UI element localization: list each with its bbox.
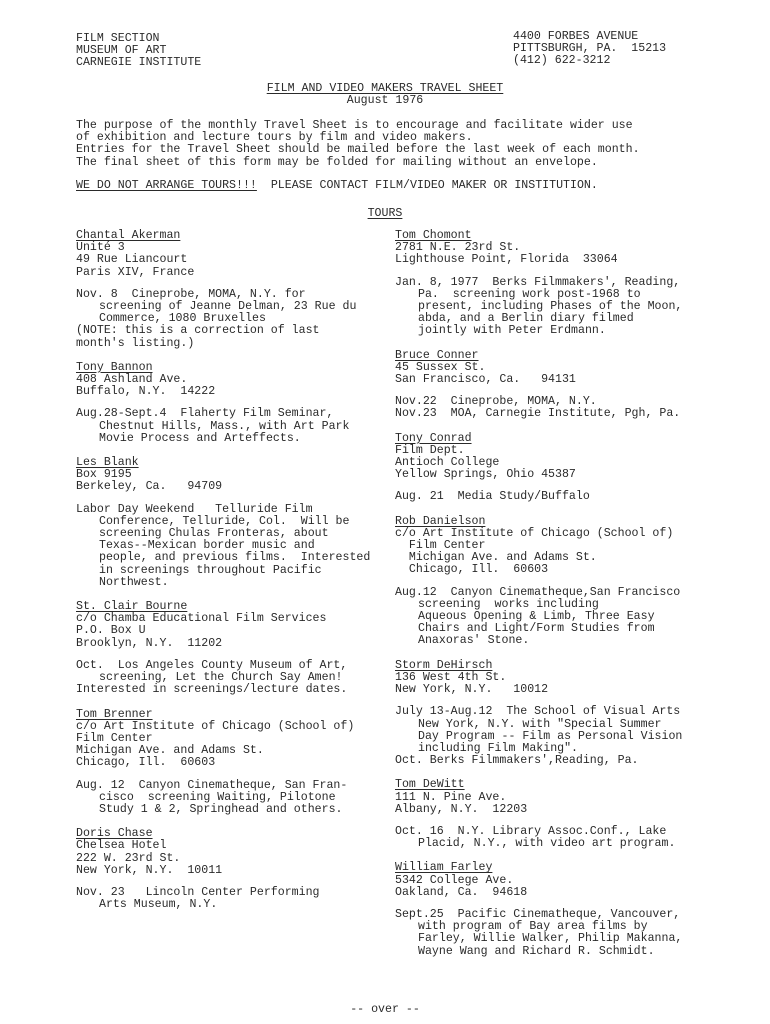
entry-tour: Oct. Los Angeles County Museum of Art, <box>76 658 348 672</box>
entry-tour: New York, N.Y. with "Special Summer <box>418 717 662 731</box>
entry-tour: Jan. 8, 1977 Berks Filmmakers', Reading, <box>395 275 681 289</box>
entry-tour: in screenings throughout Pacific <box>99 563 322 577</box>
entry-address: 136 West 4th St. <box>395 670 507 684</box>
entry-name: Les Blank <box>76 456 139 470</box>
entry-name: Bruce Conner <box>395 348 479 362</box>
entry-address: Unité 3 <box>76 241 125 255</box>
entry-tour: Wayne Wang and Richard R. Schmidt. <box>418 944 655 958</box>
entry-tour: people, and previous films. Interested <box>99 551 371 565</box>
entry-chomont <box>395 230 767 338</box>
entry-tour: screening of Jeanne Delman, 23 Rue du <box>99 300 357 314</box>
page-footer: -- over -- <box>350 1003 420 1016</box>
entry-address: c/o Art Institute of Chicago (School of) <box>395 526 674 540</box>
sender-block <box>76 33 201 70</box>
entry-name: Tony Bannon <box>76 360 153 374</box>
entry-tour: Pa. screening work post-1968 to <box>418 287 641 301</box>
entry-address: Film Center <box>395 539 486 553</box>
intro-line: The purpose of the monthly Travel Sheet is to encourage and facilitate wider use <box>76 119 633 132</box>
no-tours-notice: WE DO NOT ARRANGE TOURS!!! <box>76 179 257 192</box>
entry-address: 5342 College Ave. <box>395 873 514 887</box>
entry-name: St. Clair Bourne <box>76 600 188 614</box>
right-column <box>395 230 767 970</box>
entry-address: 49 Rue Liancourt <box>76 253 188 267</box>
entry-address: Film Dept. <box>395 443 465 457</box>
entry-tour: Sept.25 Pacific Cinematheque, Vancouver, <box>395 907 681 921</box>
entry-tour: cisco screening Waiting, Pilotone <box>99 790 336 804</box>
notice-line <box>76 180 598 192</box>
entry-tour: Labor Day Weekend Telluride Film <box>76 502 313 516</box>
address-line: 4400 FORBES AVENUE <box>513 30 639 43</box>
entry-address: Box 9195 <box>76 468 132 482</box>
entry-tour: Nov.22 Cineprobe, MOMA, N.Y. <box>395 395 597 409</box>
entry-tour: Movie Process and Arteffects. <box>99 431 301 445</box>
entry-tour: Day Program -- Film as Personal Vision <box>418 729 683 743</box>
entry-address: c/o Chamba Educational Film Services <box>76 612 327 626</box>
entry-address: Buffalo, N.Y. 14222 <box>76 385 216 399</box>
entry-address: Film Center <box>76 731 153 745</box>
entry-name: William Farley <box>395 861 493 875</box>
entry-address: 2781 N.E. 23rd St. <box>395 241 521 255</box>
entry-brenner <box>76 709 394 817</box>
entry-name: Tom Brenner <box>76 707 153 721</box>
entry-address: Antioch College <box>395 456 500 470</box>
entry-tour: with program of Bay area films by <box>418 920 648 934</box>
entry-tour: Placid, N.Y., with video art program. <box>418 837 676 851</box>
entry-address: Chelsea Hotel <box>76 839 167 853</box>
title-block <box>0 83 770 107</box>
entry-name: Tom Chomont <box>395 229 472 242</box>
entry-address: Albany, N.Y. 12203 <box>395 802 528 816</box>
entry-address: Oakland, Ca. 94618 <box>395 885 528 899</box>
address-block <box>513 31 666 68</box>
entry-tour: Aug.12 Canyon Cinematheque,San Francisco <box>395 585 681 599</box>
entry-address: Berkeley, Ca. 94709 <box>76 480 223 494</box>
entry-address: San Francisco, Ca. 94131 <box>395 373 576 387</box>
entry-tour: Arts Museum, N.Y. <box>99 898 218 912</box>
entry-address: 408 Ashland Ave. <box>76 373 188 387</box>
address-line: PITTSBURGH, PA. 15213 <box>513 42 667 56</box>
entry-address: Yellow Springs, Ohio 45387 <box>395 468 576 482</box>
tours-heading-text: TOURS <box>367 207 403 220</box>
intro-line: Entries for the Travel Sheet should be mailed before the last week of each month. <box>76 143 640 157</box>
left-column <box>76 230 394 923</box>
entry-tour: Commerce, 1080 Bruxelles <box>99 312 266 326</box>
entry-tour: Chairs and Light/Form Studies from <box>418 622 655 636</box>
entry-name: Storm DeHirsch <box>395 658 493 672</box>
entry-address: Lighthouse Point, Florida 33064 <box>395 253 618 267</box>
entry-address: 45 Sussex St. <box>395 360 486 374</box>
sender-line: FILM SECTION <box>76 32 160 45</box>
entry-tour: July 13-Aug.12 The School of Visual Arts <box>395 705 681 719</box>
entry-tour: Texas--Mexican border music and <box>99 539 315 553</box>
entry-tour: Nov. 23 Lincoln Center Performing <box>76 885 320 899</box>
entry-tour: jointly with Peter Erdmann. <box>418 324 606 338</box>
sender-line: MUSEUM OF ART <box>76 44 167 58</box>
entry-conrad <box>395 433 767 504</box>
entry-tour: Nov.23 MOA, Carnegie Institute, Pgh, Pa. <box>395 407 681 421</box>
entry-tour: Study 1 & 2, Springhead and others. <box>99 802 343 816</box>
entry-tour: Aug. 12 Canyon Cinematheque, San Fran- <box>76 778 348 792</box>
entry-tour: Farley, Willie Walker, Philip Makanna, <box>418 932 683 946</box>
entry-chase <box>76 828 394 911</box>
entry-tour: Aug. 21 Media Study/Buffalo <box>395 490 590 504</box>
entry-tour: Interested in screenings/lecture dates. <box>76 683 348 697</box>
entry-tour: Oct. Berks Filmmakers',Reading, Pa. <box>395 754 639 768</box>
entry-address: c/o Art Institute of Chicago (School of) <box>76 719 355 733</box>
entry-tour: Oct. 16 N.Y. Library Assoc.Conf., Lake <box>395 824 667 838</box>
entry-address: Paris XIV, France <box>76 265 195 279</box>
entry-tour: Aug.28-Sept.4 Flaherty Film Seminar, <box>76 407 334 421</box>
entry-tour: (NOTE: this is a correction of last <box>76 324 320 338</box>
entry-tour: Conference, Telluride, Col. Will be <box>99 514 350 528</box>
entry-blank <box>76 457 394 589</box>
intro-paragraph <box>76 120 640 169</box>
entry-name: Rob Danielson <box>395 514 486 528</box>
entry-tour: screening Chulas Fronteras, about <box>99 527 329 541</box>
entry-tour: screening works including <box>418 597 599 611</box>
entry-address: Michigan Ave. and Adams St. <box>395 551 597 565</box>
entry-tour: screening, Let the Church Say Amen! <box>99 671 343 685</box>
entry-bourne <box>76 601 394 696</box>
contact-notice: PLEASE CONTACT FILM/VIDEO MAKER OR INSTITUTION. <box>256 179 598 192</box>
entry-name: Tom DeWitt <box>395 778 465 792</box>
entry-dehirsch <box>395 660 767 768</box>
entry-akerman <box>76 230 394 350</box>
entry-tour: present, including Phases of the Moon, <box>418 300 683 314</box>
entry-name: Chantal Akerman <box>76 229 181 242</box>
entry-conner <box>395 350 767 421</box>
entry-tour: Anaxoras' Stone. <box>418 634 530 648</box>
entry-address: 222 W. 23rd St. <box>76 851 181 865</box>
intro-line: The final sheet of this form may be folded for mailing without an envelope. <box>76 155 598 169</box>
entry-tour: Nov. 8 Cineprobe, MOMA, N.Y. for <box>76 287 306 301</box>
sender-line: CARNEGIE INSTITUTE <box>76 56 202 70</box>
entry-address: P.O. Box U <box>76 624 146 638</box>
entry-tour: month's listing.) <box>76 336 195 350</box>
entry-tour: Northwest. <box>99 575 169 589</box>
entry-address: 111 N. Pine Ave. <box>395 790 507 804</box>
entry-tour: Aqueous Opening & Limb, Three Easy <box>418 610 655 624</box>
entry-farley <box>395 862 767 957</box>
entry-bannon <box>76 362 394 445</box>
document-title: FILM AND VIDEO MAKERS TRAVEL SHEET <box>266 82 504 95</box>
entry-name: Doris Chase <box>76 827 153 841</box>
document-date: August 1976 <box>346 94 424 108</box>
entry-address: Brooklyn, N.Y. 11202 <box>76 636 223 650</box>
address-line: (412) 622-3212 <box>513 54 611 68</box>
entry-address: Michigan Ave. and Adams St. <box>76 744 264 758</box>
entry-tour: Chestnut Hills, Mass., with Art Park <box>99 419 350 433</box>
entry-address: Chicago, Ill. 60603 <box>395 563 549 577</box>
entry-name: Tony Conrad <box>395 431 472 445</box>
tours-heading <box>0 208 770 220</box>
entry-tour: including Film Making". <box>418 741 579 755</box>
entry-dewitt <box>395 779 767 850</box>
entry-address: New York, N.Y. 10012 <box>395 683 549 697</box>
intro-line: of exhibition and lecture tours by film and video makers. <box>76 131 473 145</box>
entry-address: Chicago, Ill. 60603 <box>76 756 216 770</box>
entry-danielson <box>395 516 767 648</box>
entry-address: New York, N.Y. 10011 <box>76 863 223 877</box>
entry-tour: abda, and a Berlin diary filmed <box>418 312 634 326</box>
